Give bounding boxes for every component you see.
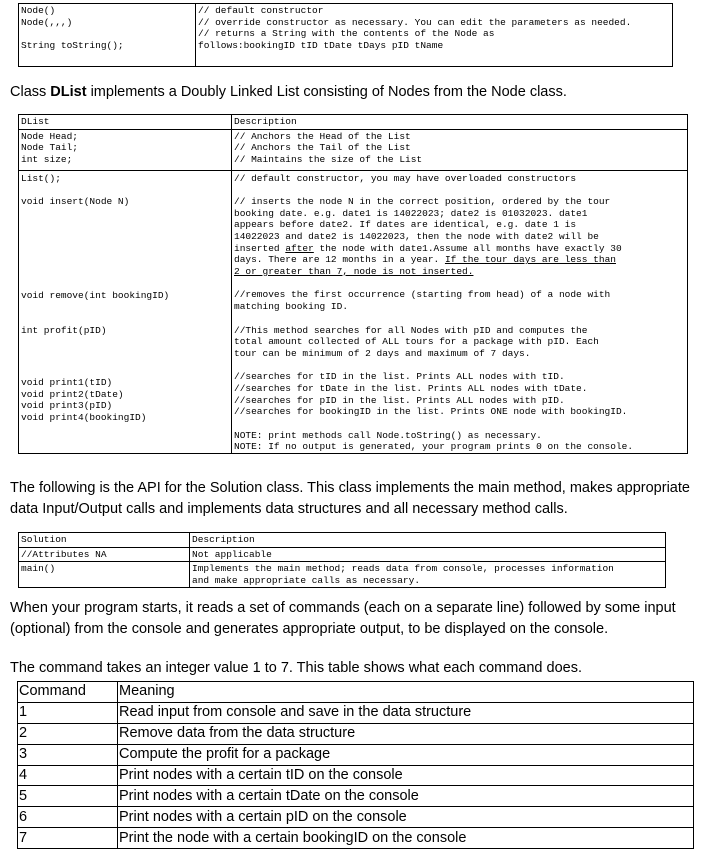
dlist-header-right [232, 115, 688, 130]
meaning-cell: Print nodes with a certain pID on the console [118, 807, 694, 828]
column-header: Description [234, 116, 297, 127]
node-descriptions-cell [196, 4, 673, 67]
code-line: booking date. e.g. date1 is 14022023; date2 is 01032023. date1 [234, 207, 588, 219]
code-line: void print2(tDate) [21, 388, 124, 400]
dlist-header-left [19, 115, 232, 130]
code-line: void insert(Node N) [21, 196, 130, 208]
column-header: DList [21, 116, 50, 127]
code-line: //Attributes NA [21, 548, 107, 560]
table-header-row [18, 682, 694, 703]
code-line: Node Head; [21, 130, 79, 142]
command-table [17, 681, 694, 849]
solution-attrs-left [19, 547, 190, 562]
command-cell: 4 [18, 765, 118, 786]
command-cell: 5 [18, 786, 118, 807]
code-line: Not applicable [192, 548, 272, 560]
command-cell: 1 [18, 702, 118, 723]
code-line: matching booking ID. [234, 300, 349, 312]
code-line: Node() [21, 5, 56, 16]
code-line: //This method searches for all Nodes with pID and computes the [234, 324, 588, 336]
code-line: Node Tail; [21, 142, 79, 154]
code-line: //searches for tID in the list. Prints ALL nodes with tID. [234, 371, 565, 383]
code-line: Node(,,,) [21, 16, 73, 28]
code-line: Implements the main method; reads data from console, processes information [192, 563, 614, 575]
column-header: Description [192, 534, 255, 545]
code-line: 14022023 and date2 is 14022023, then the node with date2 will be [234, 230, 599, 242]
code-line: // default constructor [198, 5, 324, 16]
text-run: inserted [234, 242, 286, 254]
dlist-intro-suffix: implements a Doubly Linked List consisting of Nodes from the Node class. [86, 84, 567, 100]
command-cell: 2 [18, 723, 118, 744]
solution-intro: The following is the API for the Solution class. This class implements the main method, makes appropriate data Input/Output calls and implements data structures and all necessary method calls. [10, 480, 690, 517]
underlined-text: 2 or greater than 7, node is not inserted. [234, 265, 474, 277]
code-line: List(); [21, 172, 61, 184]
code-line: //searches for tDate in the list. Prints ALL nodes with tDate. [234, 382, 588, 394]
code-line [234, 254, 685, 266]
solution-header-left [19, 533, 190, 548]
solution-main-right [190, 562, 666, 588]
command-intro: The command takes an integer value 1 to 7. This table shows what each command does. [10, 660, 582, 676]
node-methods-cell [19, 4, 196, 67]
dlist-api-table [18, 114, 688, 454]
text-run: days. There are 12 months in a year. [234, 254, 445, 266]
meaning-cell: Print nodes with a certain tID on the console [118, 765, 694, 786]
code-line: //searches for pID in the list. Prints ALL nodes with pID. [234, 394, 565, 406]
code-line: // Anchors the Tail of the List [234, 142, 411, 154]
column-header: Command [18, 682, 118, 703]
node-api-table [18, 3, 673, 67]
meaning-cell: Read input from console and save in the data structure [118, 702, 694, 723]
column-header: Meaning [118, 682, 694, 703]
underlined-text: after [285, 242, 314, 254]
code-line: String toString(); [21, 39, 124, 51]
code-line: void print1(tID) [21, 376, 113, 388]
code-line: main() [21, 563, 56, 575]
text-run: the node with date1.Assume all months have exactly 30 [313, 242, 622, 254]
solution-api-table [18, 532, 666, 588]
code-line: // override constructor as necessary. You can edit the parameters as needed. [198, 16, 632, 28]
code-line: // returns a String with the contents of the Node as [198, 28, 495, 40]
command-cell: 6 [18, 807, 118, 828]
code-line: // Anchors the Head of the List [234, 130, 411, 142]
code-line: //searches for bookingID in the list. Prints ONE node with bookingID. [234, 406, 628, 418]
meaning-cell: Compute the profit for a package [118, 744, 694, 765]
code-line: NOTE: print methods call Node.toString() as necessary. [234, 429, 542, 441]
code-line: void remove(int bookingID) [21, 289, 170, 301]
meaning-cell: Print the node with a certain bookingID on the console [118, 828, 694, 849]
code-line [234, 243, 685, 255]
code-line: total amount collected of ALL tours for a package with pID. Each [234, 336, 599, 348]
code-line: tour can be minimum of 2 days and maximum of 7 days. [234, 347, 531, 359]
table-row [18, 723, 694, 744]
column-header: Solution [21, 534, 67, 545]
code-line: void print3(pID) [21, 400, 113, 412]
dlist-fields-desc [232, 129, 688, 170]
table-row [18, 807, 694, 828]
code-line: // default constructor, you may have overloaded constructors [234, 172, 577, 184]
command-cell: 3 [18, 744, 118, 765]
table-row [18, 765, 694, 786]
solution-main-left [19, 562, 190, 588]
solution-header-right [190, 533, 666, 548]
code-line: follows:bookingID tID tDate tDays pID tName [198, 39, 444, 51]
code-line: void print4(bookingID) [21, 411, 147, 423]
table-row [18, 702, 694, 723]
table-row [18, 744, 694, 765]
program-intro: When your program starts, it reads a set of commands (each on a separate line) followed by some input (optional) from the console and generates appropriate output, to be displayed on the console. [10, 600, 676, 637]
dlist-fields-cell [19, 129, 232, 170]
dlist-methods-cell [19, 170, 232, 453]
dlist-methods-desc [232, 170, 688, 453]
code-line [234, 266, 685, 278]
table-row [18, 786, 694, 807]
code-line: NOTE: If no output is generated, your program prints 0 on the console. [234, 441, 634, 453]
meaning-cell: Remove data from the data structure [118, 723, 694, 744]
dlist-intro [10, 84, 567, 100]
code-line: // Maintains the size of the List [234, 153, 423, 165]
code-line: //removes the first occurrence (starting from head) of a node with [234, 289, 611, 301]
underlined-text: If the tour days are less than [444, 254, 616, 266]
table-row [18, 828, 694, 849]
code-line: and make appropriate calls as necessary. [192, 574, 421, 586]
code-line: appears before date2. If dates are identical, e.g. date 1 is [234, 219, 577, 231]
code-line [21, 28, 193, 40]
code-line: int profit(pID) [21, 325, 107, 337]
dlist-intro-prefix: Class [10, 84, 51, 100]
dlist-intro-class: DList [50, 84, 87, 100]
meaning-cell: Print nodes with a certain tDate on the console [118, 786, 694, 807]
solution-attrs-right [190, 547, 666, 562]
command-cell: 7 [18, 828, 118, 849]
code-line: // inserts the node N in the correct position, ordered by the tour [234, 196, 611, 208]
code-line: int size; [21, 153, 73, 165]
